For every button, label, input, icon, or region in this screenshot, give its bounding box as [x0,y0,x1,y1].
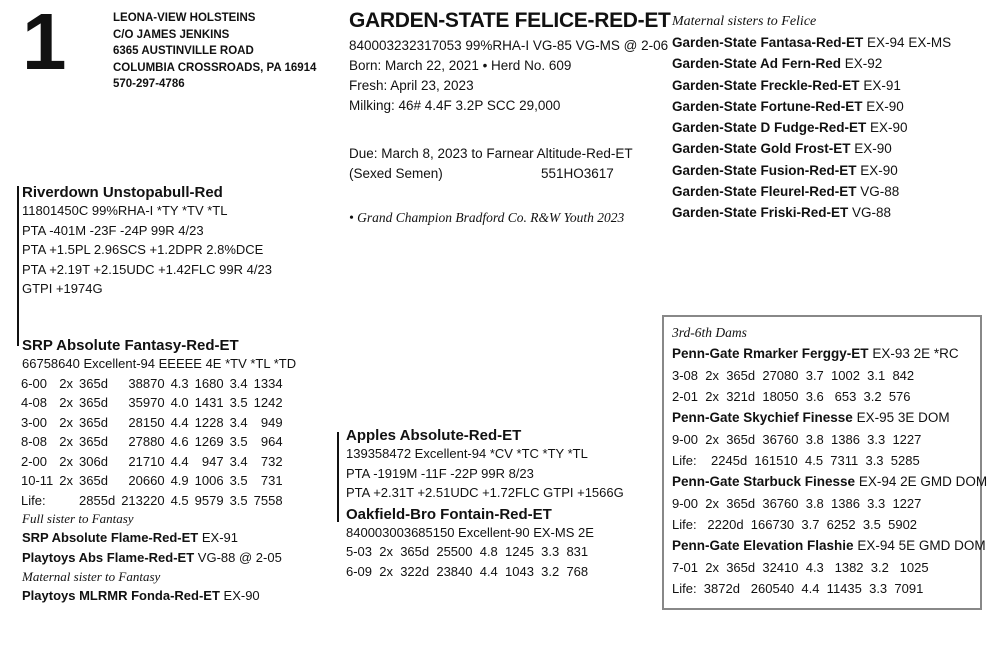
sire-line: GTPI +1974G [22,281,103,296]
animal-name: Garden-State Friski-Red-ET [672,205,849,221]
dam-block [22,337,296,606]
record-cell: 3.4 [229,453,248,469]
dam-entry-header [672,343,987,365]
sister-item [672,75,951,96]
animal-name: Penn-Gate Skychief Finesse [672,410,853,425]
record-row [21,374,289,394]
record-cell: 365d [79,434,108,449]
record-cell: 3.5 [229,473,248,488]
record-row [21,393,289,413]
sire-line: 11801450C 99%RHA-I *TY *TV *TL [22,203,228,218]
dam-records-table [21,374,289,511]
record-cell: 213220 [121,492,165,508]
record-cell: 365d [79,414,108,430]
sister-item [22,528,296,548]
life-row [21,491,289,511]
sister-item [672,181,951,202]
record-row [21,432,289,452]
animal-name: Garden-State Freckle-Red-ET [672,77,860,93]
record-cell: 365d [79,375,108,391]
sexed-code: 551HO3617 [541,166,614,181]
record-cell: 1680 [194,375,224,391]
animal-name: Garden-State Fortune-Red-ET [672,98,863,114]
classification-score: EX-90 [219,588,260,603]
mgd-id-line: 840003003685150 Excellent-90 EX-MS 2E [346,524,594,540]
record-cell: 2x [59,473,74,488]
animal-name: Penn-Gate Rmarker Ferggy-ET [672,346,869,361]
record-row [21,471,289,491]
dam-entry [672,343,987,407]
animal-milking: Milking: 46# 4.4F 3.2P SCC 29,000 [349,98,561,113]
record-cell: 365d [79,473,108,488]
record-cell: 1006 [194,473,224,488]
animal-name: Penn-Gate Elevation Flashie [672,538,854,553]
record-cell: 2x [59,414,74,430]
classification-score: EX-91 [198,530,238,545]
animal-name: Garden-State Fleurel-Red-ET [672,184,857,200]
animal-name: SRP Absolute Flame-Red-ET [22,530,199,545]
record-line: 7-01 2x 365d 32410 4.3 1382 3.2 1025 [672,560,929,575]
record-cell: 3.5 [229,395,248,410]
record-cell: 1228 [194,414,224,430]
record-cell: 4.5 [170,492,189,508]
record-line: 9-00 2x 365d 36760 3.8 1386 3.3 1227 [672,432,922,447]
record-cell: 4.3 [170,375,189,391]
record-cell: 3.5 [229,492,248,508]
record-cell: 3.4 [229,375,248,391]
record-cell: 1431 [194,395,224,410]
lot-number: 1 [22,0,67,86]
record-cell: 306d [79,453,108,469]
sexed-label: (Sexed Semen) [349,166,443,181]
maternal-sisters-felice [672,12,951,224]
record-row [21,452,289,472]
due-info [349,144,633,184]
consignor-info [113,10,316,93]
sire-name: Riverdown Unstopabull-Red [22,184,223,201]
dam-entry-header [672,407,987,429]
classification-score: EX-94 5E GMD DOM [853,538,986,553]
record-cell: 3-00 [21,414,48,430]
mgs-line: 139358472 Excellent-94 *CV *TC *TY *TL [346,446,588,461]
record-cell: 1334 [253,375,283,391]
record-cell: 7558 [253,492,283,508]
animal-name: Garden-State Gold Frost-ET [672,141,851,157]
animal-id-line: 840003232317053 99%RHA-I VG-85 VG-MS @ 2-06 [349,38,669,53]
classification-score: EX-91 [859,77,901,93]
mgs-line: PTA +2.31T +2.51UDC +1.72FLC GTPI +1566G [346,485,624,500]
record-cell: 731 [260,473,283,488]
consignor-line: 570-297-4786 [113,78,185,90]
record-cell: 28150 [128,414,165,430]
record-cell: 4.6 [170,434,189,449]
mgd-name: Oakfield-Bro Fontain-Red-ET [346,505,552,523]
record-cell: 365d [79,395,108,410]
dams-3-6-box [662,315,988,610]
sister-item [672,117,951,138]
record-cell: 949 [260,414,283,430]
record-cell: 21710 [128,453,165,469]
pedigree-bracket [17,186,19,346]
record-row [21,413,289,433]
sister-item [672,160,951,181]
record-cell: 2855d [79,492,116,508]
animal-details [349,36,668,116]
record-line: 2-01 2x 321d 18050 3.6 653 3.2 576 [672,389,911,404]
record-cell: 2x [59,375,74,391]
section-heading: Maternal sisters to Felice [672,14,817,29]
record-cell: Life: [21,492,46,508]
record-cell: 27880 [128,434,165,449]
mgs-line: PTA -1919M -11F -22P 99R 8/23 [346,465,534,481]
section-heading: Maternal sister to Fantasy [22,569,161,584]
sister-item [672,202,951,223]
record-cell: 4.0 [170,395,189,410]
sire-line: PTA +2.19T +2.15UDC +1.42FLC 99R 4/23 [22,261,272,277]
mgs-block [346,427,624,581]
record-cell: 20660 [128,473,165,488]
dam-id-line: 66758640 Excellent-94 EEEEE 4E *TV *TL *TD [22,356,297,371]
record-cell: 2x [59,395,74,410]
section-heading: Full sister to Fantasy [22,511,134,526]
record-cell: 2-00 [21,453,48,469]
record-cell: 8-08 [21,434,48,449]
record-cell: 38870 [128,375,165,391]
record-cell: 4.9 [170,473,189,488]
record-cell: 6-00 [21,375,48,391]
record-cell: 4-08 [21,395,48,410]
classification-score: EX-94 EX-MS [863,35,952,50]
record-line: Life: 2245d 161510 4.5 7311 3.3 5285 [672,453,920,468]
classification-score: VG-88 @ 2-05 [194,550,282,565]
mgd-record: 5-03 2x 365d 25500 4.8 1245 3.3 831 [346,544,589,559]
dam-entry [672,535,987,599]
dam-entry-header [672,471,987,493]
consignor-line: 6365 AUSTINVILLE ROAD [113,45,254,57]
animal-name: Garden-State Fusion-Red-ET [672,162,857,178]
record-cell: 1242 [253,395,283,410]
pedigree-bracket [337,432,339,522]
classification-score: EX-93 2E *RC [868,346,959,361]
dam-entry [672,471,987,535]
classification-score: VG-88 [848,205,892,221]
animal-name: Penn-Gate Starbuck Finesse [672,474,856,489]
record-cell: 4.4 [170,453,189,469]
classification-score: EX-90 [866,120,908,136]
classification-score: VG-88 [856,184,900,200]
record-line: Life: 3872d 260540 4.4 11435 3.3 7091 [672,581,924,596]
animal-born: Born: March 22, 2021 • Herd No. 609 [349,58,572,73]
record-cell: 4.4 [170,414,189,430]
animal-name: Garden-State Fantasa-Red-ET [672,35,864,50]
classification-score: EX-90 [850,141,892,157]
classification-score: EX-92 [841,56,883,72]
sister-item [672,53,951,74]
record-cell: 10-11 [21,473,54,488]
record-line: Life: 2220d 166730 3.7 6252 3.5 5902 [672,517,918,532]
record-cell: 2x [59,434,74,449]
consignor-line: LEONA-VIEW HOLSTEINS [113,12,256,24]
classification-score: EX-90 [862,98,904,114]
dam-name: SRP Absolute Fantasy-Red-ET [22,337,239,354]
record-cell: 35970 [128,395,165,410]
record-cell: 964 [260,434,283,449]
record-cell: 1269 [194,434,224,449]
dam-entry [672,407,987,471]
classification-score: EX-95 3E DOM [852,410,950,425]
animal-name: Playtoys MLRMR Fonda-Red-ET [22,588,220,603]
dam-entry-header [672,535,987,557]
classification-score: EX-94 2E GMD DOM [855,474,988,489]
sister-item [672,138,951,159]
sire-line: PTA +1.5PL 2.96SCS +1.2DPR 2.8%DCE [22,242,264,257]
sire-line: PTA -401M -23F -24P 99R 4/23 [22,222,204,238]
animal-fresh: Fresh: April 23, 2023 [349,78,474,93]
record-cell: 947 [201,453,224,469]
record-cell: 3.4 [229,414,248,430]
consignor-line: COLUMBIA CROSSROADS, PA 16914 [113,61,317,74]
sister-item [22,586,296,606]
mgd-record: 6-09 2x 322d 23840 4.4 1043 3.2 768 [346,563,589,579]
section-heading: 3rd-6th Dams [672,325,747,340]
animal-name: Garden-State Ad Fern-Red [672,56,842,72]
sister-item [672,96,951,117]
animal-name: Garden-State D Fudge-Red-ET [672,120,867,136]
record-line: 9-00 2x 365d 36760 3.8 1386 3.3 1227 [672,496,922,511]
record-cell: 3.5 [229,434,248,449]
sister-item [672,32,951,53]
record-cell: 732 [260,453,283,469]
record-cell: 9579 [194,492,224,508]
consignor-line: C/O JAMES JENKINS [113,28,230,41]
record-cell: 2x [59,453,74,469]
award: • Grand Champion Bradford Co. R&W Youth 2023 [349,210,625,225]
sire-block [22,184,272,299]
animal-name: GARDEN-STATE FELICE-RED-ET [349,9,671,32]
animal-name: Playtoys Abs Flame-Red-ET [22,550,195,565]
record-line: 3-08 2x 365d 27080 3.7 1002 3.1 842 [672,368,915,383]
due-line: Due: March 8, 2023 to Farnear Altitude-Red-ET [349,146,633,161]
classification-score: EX-90 [856,162,898,178]
sister-item [22,548,296,568]
mgs-name: Apples Absolute-Red-ET [346,427,522,444]
